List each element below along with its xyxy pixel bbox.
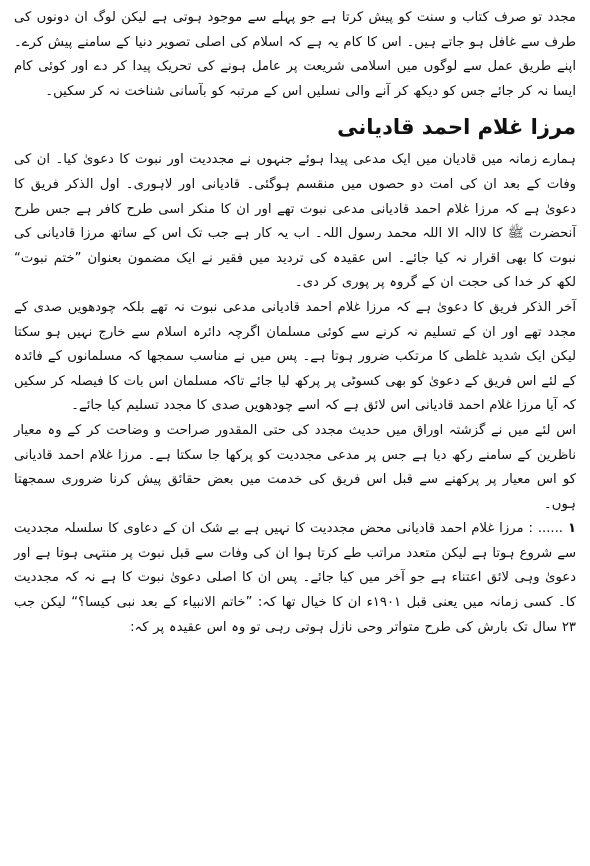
- section-heading: مرزا غلام احمد قادیانی: [337, 115, 576, 140]
- intro-paragraph: مجدد تو صرف کتاب و سنت کو پیش کرتا ہے جو پہلے سے موجود ہوتی ہے لیکن لوگ ان دونوں کی طرف سے غافل ہو جاتے ہیں۔ اس کا کام یہ ہے کہ اسلام کی اصلی تصویر دنیا کے سامنے پیش کرے۔ اپنے طریق عمل سے لوگوں میں اسلامی شریعت پر عامل ہونے کی تحریک پیدا کر دے اور کوئی کام ایسا نہ کر جائے جس کو دیکھ کر آنے والی نسلیں اس کے مرتبہ کو بآسانی شناخت نہ کر سکیں۔: [14, 10, 576, 99]
- body-paragraph-3: اس لئے میں نے گزشتہ اوراق میں حدیث مجدد کی حتی المقدور صراحت و وضاحت کر کے وہ معیار ناظرین کے سامنے رکھ دیا ہے جس پر مدعی مجددیت کو پرکھا جا سکتا ہے۔ مرزا غلام احمد قادیانی کو اس معیار پر پرکھنے سے قبل اس فریق کی خدمت میں بعض حقائق پیش کرنا ضروری سمجھتا ہوں۔: [14, 422, 576, 512]
- item-text: : مرزا غلام احمد قادیانی محض مجددیت کا نہیں ہے بے شک ان کے دعاوی کا سلسلہ مجددیت سے شروع ہوتا ہے لیکن متعدد مراتب طے کرتا ہوا ان کی وفات سے قبل نبوت پر منتہی ہوتا ہے اور دعویٰ وہی لائق اعتناء ہے جو آخر میں کیا جائے۔ پس ان کا اصلی دعویٰ نبوت کا ہے نہ کہ مجددیت کا۔ کسی زمانہ میں یعنی قبل ۱۹۰۱ء ان کا خیال تھا کہ: ”خاتم الانبیاء کے بعد نبی کیسا؟“ لیکن جب ۲۳ سال تک بارش کی طرح متواتر وحی نازل ہوتی رہی تو وہ اس عقیدہ پر کہ:: [14, 521, 576, 635]
- body-paragraph-2: آخر الذکر فریق کا دعویٰ ہے کہ مرزا غلام احمد قادیانی مدعی نبوت نہ تھے بلکہ چودھویں صدی کے مجدد تھے اور ان کے تسلیم نہ کرنے سے کوئی مسلمان اگرچہ دائرہ اسلام سے خارج نہیں ہو سکتا لیکن ایک شدید غلطی کا مرتکب ضرور ہوتا ہے۔ پس میں نے مناسب سمجھا کہ مسلمانوں کے فائدہ کے لئے اس فریق کے دعویٰ کو بھی کسوٹی پر پرکھ لیا جائے تاکہ مسلمان اس بات کا فیصلہ کر سکیں کہ آیا مرزا غلام احمد قادیانی اس لائق ہے کہ اسے چودھویں صدی کا مجدد تسلیم کیا جائے۔: [14, 299, 576, 414]
- numbered-paragraph: [14, 517, 576, 640]
- item-number: ۱: [567, 521, 576, 537]
- item-dots: ......: [537, 521, 563, 537]
- body-paragraph-1: ہمارے زمانہ میں قادیان میں ایک مدعی پیدا ہوئے جنہوں نے مجددیت اور نبوت کا دعویٰ کیا۔ ان کی وفات کے بعد ان کی امت دو حصوں میں منقسم ہوگئی۔ قادیانی اور لاہوری۔ اول الذکر فریق کا دعویٰ ہے کہ مرزا غلام احمد قادیانی مدعی نبوت تھے اور ان کا منکر اسی طرح کافر ہے جس طرح آنحضرت ﷺ کا لاالہ الا اللہ محمد رسول اللہ۔ اب یہ کار ہے جب تک اس کے ساتھ مرزا قادیانی کی نبوت کا بھی اقرار نہ کیا جائے۔ اس عقیدہ کی تردید میں فقیر نے ایک مضمون بعنوان ”ختم نبوت“ لکھ کر خدا کی حجت ان کے گروہ پر پوری کر دی۔: [14, 152, 576, 291]
